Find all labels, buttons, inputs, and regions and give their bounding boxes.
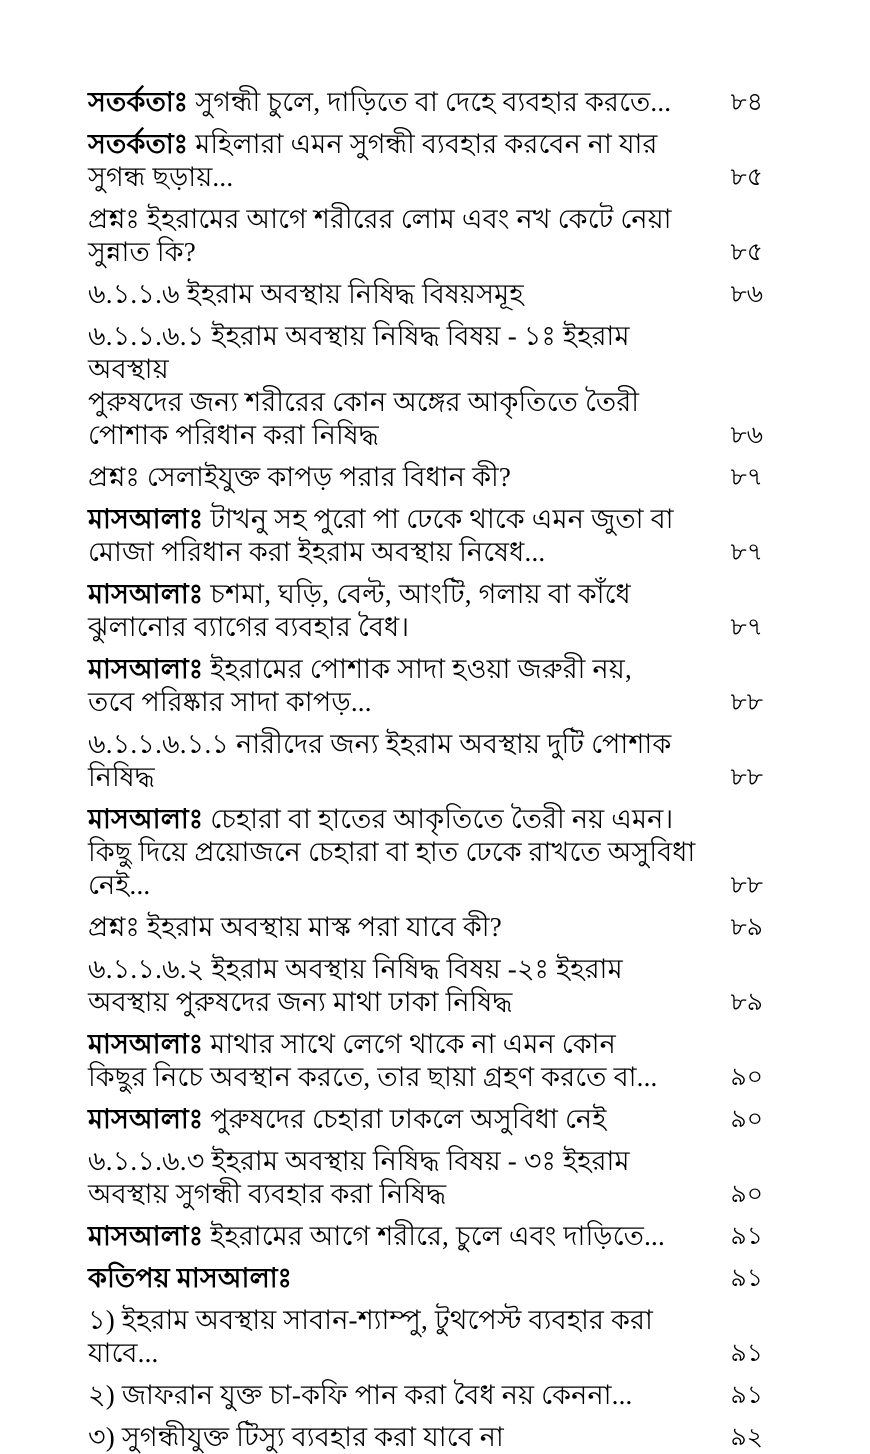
toc-entry-line: মাসআলাঃ ইহরামের আগে শরীরে, চুলে এবং দাড়িতে... — [88, 1221, 665, 1251]
toc-entry — [88, 803, 763, 902]
toc-entry-text — [88, 128, 717, 194]
toc-entry — [88, 911, 763, 944]
toc-entry-line: ৬.১.১.৬.৩ ইহরাম অবস্থায় নিষিদ্ধ বিষয় - ৩ঃ ইহরাম — [88, 1146, 630, 1176]
toc-entry-page-number: ৯১ — [730, 1340, 763, 1367]
toc-entry-page-number: ৮৬ — [730, 422, 763, 449]
toc-entry-text — [88, 203, 717, 269]
toc-entry-page-number: ৯১ — [730, 1223, 763, 1250]
toc-entry-line: ২) জাফরান যুক্ত চা-কফি পান করা বৈধ নয় কেননা... — [88, 1380, 633, 1410]
toc-entry-text — [88, 1220, 717, 1253]
toc-entry-page-number: ৯১ — [730, 1382, 763, 1409]
toc-entry-page-number: ৮৮ — [730, 689, 763, 716]
toc-entry-page-number: ৮৮ — [730, 872, 763, 899]
toc-entry-line: অবস্থায় পুরুষদের জন্য মাথা ঢাকা নিষিদ্ধ — [88, 987, 513, 1017]
toc-entry-line: ১) ইহরাম অবস্থায় সাবান-শ্যাম্পু, টুথপেস্ট ব্যবহার করা যাবে... — [88, 1305, 654, 1368]
toc-entry-line: সতর্কতাঃ মহিলারা এমন সুগন্ধী ব্যবহার করবেন না যার সুগন্ধ ছড়ায়... — [88, 129, 658, 192]
toc-entry-text — [88, 278, 717, 311]
toc-entry — [88, 503, 763, 569]
toc-entry-prefix: মাসআলাঃ — [88, 1221, 204, 1251]
toc-entry-prefix: কতিপয় মাসআলাঃ — [88, 1263, 293, 1293]
toc-entry-line: প্রশ্নঃ সেলাইযুক্ত কাপড় পরার বিধান কী? — [88, 462, 512, 492]
toc-entry-text — [88, 1304, 717, 1370]
toc-entry — [88, 1421, 763, 1454]
toc-entry — [88, 1028, 763, 1094]
toc-entry — [88, 1145, 763, 1211]
toc-entry-line: মাসআলাঃ মাথার সাথে লেগে থাকে না এমন কোন — [88, 1029, 616, 1059]
toc-entry-page-number: ৮৮ — [730, 764, 763, 791]
toc-entry-text — [88, 503, 717, 569]
toc-entry — [88, 1379, 763, 1412]
toc-entry-line: প্রশ্নঃ ইহরামের আগে শরীরের লোম এবং নখ কেটে নেয়া সুন্নাত কি? — [88, 204, 672, 267]
toc-entry-page-number: ৮৭ — [730, 539, 763, 566]
toc-entry-line: তবে পরিষ্কার সাদা কাপড়... — [88, 687, 372, 717]
toc-entry — [88, 728, 763, 794]
toc-entry — [88, 1103, 763, 1136]
toc-entry — [88, 1262, 763, 1295]
toc-entry-line: পোশাক পরিধান করা নিষিদ্ধ — [88, 420, 379, 450]
toc-entry-line: ঝুলানোর ব্যাগের ব্যবহার বৈধ। — [88, 612, 410, 642]
toc-entry-line: কিছুর নিচে অবস্থান করতে, তার ছায়া গ্রহণ করতে বা... — [88, 1062, 658, 1092]
toc-entry-text — [88, 578, 717, 644]
toc-entry-line: কিছু দিয়ে প্রয়োজনে চেহারা বা হাত ঢেকে রাখতে অসুবিধা নেই... — [88, 837, 696, 900]
toc-entry-line: পুরুষদের জন্য শরীরের কোন অঙ্গের আকৃতিতে তৈরী — [88, 387, 640, 417]
toc-entry-line: সতর্কতাঃ সুগন্ধী চুলে, দাড়িতে বা দেহে ব্যবহার করতে... — [88, 87, 672, 117]
toc-entry-page-number: ৮৭ — [730, 614, 763, 641]
toc-entry-prefix: মাসআলাঃ — [88, 504, 204, 534]
toc-entry-prefix: মাসআলাঃ — [88, 1104, 204, 1134]
toc-entry-line — [88, 1262, 717, 1295]
toc-entry-page-number: ৮৭ — [730, 464, 763, 491]
toc-entry — [88, 1220, 763, 1253]
toc-entry-text — [88, 1379, 717, 1412]
toc-entry-page-number: ৯১ — [730, 1265, 763, 1292]
toc-entry-line: মাসআলাঃ পুরুষদের চেহারা ঢাকলে অসুবিধা নেই — [88, 1104, 607, 1134]
toc-entry-prefix: মাসআলাঃ — [88, 804, 204, 834]
toc-entry-line: ৬.১.১.৬ ইহরাম অবস্থায় নিষিদ্ধ বিষয়সমূহ — [88, 279, 524, 309]
toc-entry-text — [88, 320, 717, 452]
toc-entry-line: মাসআলাঃ চেহারা বা হাতের আকৃতিতে তৈরী নয় এমন। — [88, 804, 674, 834]
toc-entry-text — [88, 911, 717, 944]
toc-entry-prefix: মাসআলাঃ — [88, 654, 204, 684]
toc-entry — [88, 203, 763, 269]
toc-entry-prefix: সতর্কতাঃ — [88, 87, 189, 117]
toc-entry-page-number: ৯২ — [730, 1424, 763, 1451]
toc-entry-page-number: ৮৪ — [730, 89, 763, 116]
toc-entry-page-number: ৯০ — [730, 1181, 763, 1208]
toc-entry-prefix: মাসআলাঃ — [88, 579, 204, 609]
toc-entry — [88, 86, 763, 119]
toc-entry-page-number: ৮৯ — [730, 989, 763, 1016]
toc-entry — [88, 128, 763, 194]
toc-entry-text — [88, 953, 717, 1019]
toc-entry-page-number: ৯০ — [730, 1064, 763, 1091]
toc-entry-line: ৩) সুগন্ধীযুক্ত টিস্যু ব্যবহার করা যাবে না — [88, 1422, 504, 1452]
toc-entry — [88, 320, 763, 452]
toc-entry-text — [88, 653, 717, 719]
toc-entry-line: ৬.১.১.৬.২ ইহরাম অবস্থায় নিষিদ্ধ বিষয় -২ঃ ইহরাম — [88, 954, 623, 984]
toc-entry-text — [88, 1103, 717, 1136]
toc-entry-page-number: ৮৯ — [730, 914, 763, 941]
toc-list — [88, 86, 763, 1454]
toc-entry-line: মাসআলাঃ টাখনু সহ পুরো পা ঢেকে থাকে এমন জুতা বা — [88, 504, 674, 534]
toc-entry — [88, 1304, 763, 1370]
toc-entry-line: ৬.১.১.৬.১.১ নারীদের জন্য ইহরাম অবস্থায় দুটি পোশাক নিষিদ্ধ — [88, 729, 672, 792]
toc-entry-prefix: মাসআলাঃ — [88, 1029, 204, 1059]
toc-entry-line: ৬.১.১.৬.১ ইহরাম অবস্থায় নিষিদ্ধ বিষয় - ১ঃ ইহরাম অবস্থায় — [88, 321, 630, 384]
toc-entry-text — [88, 1421, 717, 1454]
toc-entry-text — [88, 1028, 717, 1094]
toc-entry-line: মোজা পরিধান করা ইহরাম অবস্থায় নিষেধ... — [88, 537, 546, 567]
toc-entry-text — [88, 86, 717, 119]
toc-entry — [88, 578, 763, 644]
toc-entry-prefix: সতর্কতাঃ — [88, 129, 189, 159]
toc-entry-text — [88, 728, 717, 794]
toc-entry-text — [88, 1262, 717, 1295]
toc-entry-text — [88, 1145, 717, 1211]
toc-entry — [88, 278, 763, 311]
toc-entry-line: মাসআলাঃ চশমা, ঘড়ি, বেল্ট, আংটি, গলায় বা কাঁধে — [88, 579, 631, 609]
toc-entry-text — [88, 803, 717, 902]
toc-entry-line: প্রশ্নঃ ইহরাম অবস্থায় মাস্ক পরা যাবে কী? — [88, 912, 502, 942]
toc-entry-page-number: ৮৫ — [730, 164, 763, 191]
toc-entry-line: মাসআলাঃ ইহরামের পোশাক সাদা হওয়া জরুরী নয়, — [88, 654, 632, 684]
toc-entry — [88, 461, 763, 494]
toc-entry-text — [88, 461, 717, 494]
toc-entry-page-number: ৮৬ — [730, 281, 763, 308]
toc-entry — [88, 653, 763, 719]
toc-entry-page-number: ৮৫ — [730, 239, 763, 266]
toc-entry-line: অবস্থায় সুগন্ধী ব্যবহার করা নিষিদ্ধ — [88, 1179, 447, 1209]
toc-entry — [88, 953, 763, 1019]
toc-entry-page-number: ৯০ — [730, 1106, 763, 1133]
